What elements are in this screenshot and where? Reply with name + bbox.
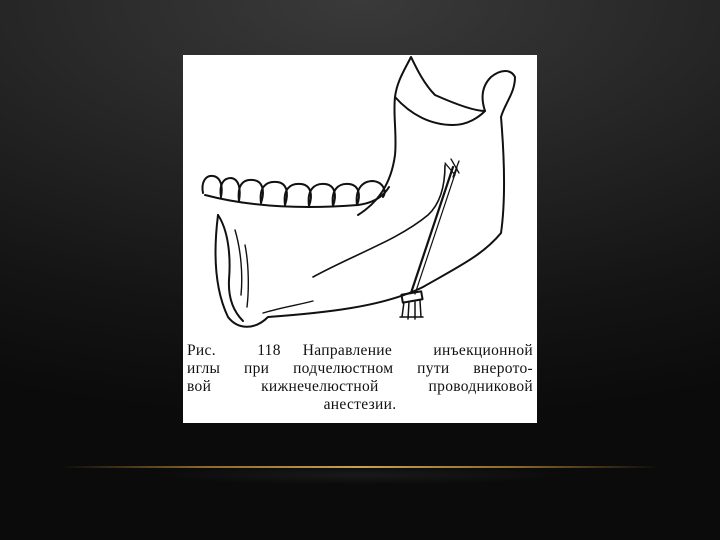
chin-shading [235,230,248,307]
caption-line-1-text: Направление инъекционной [302,342,533,359]
caption-line-4: анестезии. [323,396,397,413]
lower-border-detail [263,301,313,313]
caption-line-2: иглы при подчелюстном пути внерото- [187,360,533,377]
alveolar-ridge [205,187,389,207]
figure-caption [187,342,533,414]
figure-number: Рис. 118 [187,342,281,359]
caption-line-1 [187,342,533,360]
caption-line-3: вой кижнечелюстной проводниковой [187,378,533,395]
ramus-inner-line [395,97,485,125]
teeth-row [202,176,384,206]
mandible-illustration [183,55,537,340]
accent-divider-line [60,466,660,468]
figure-card [183,55,537,423]
floor-glow [0,455,720,495]
injection-needle [400,159,459,319]
symphysis [218,215,243,321]
